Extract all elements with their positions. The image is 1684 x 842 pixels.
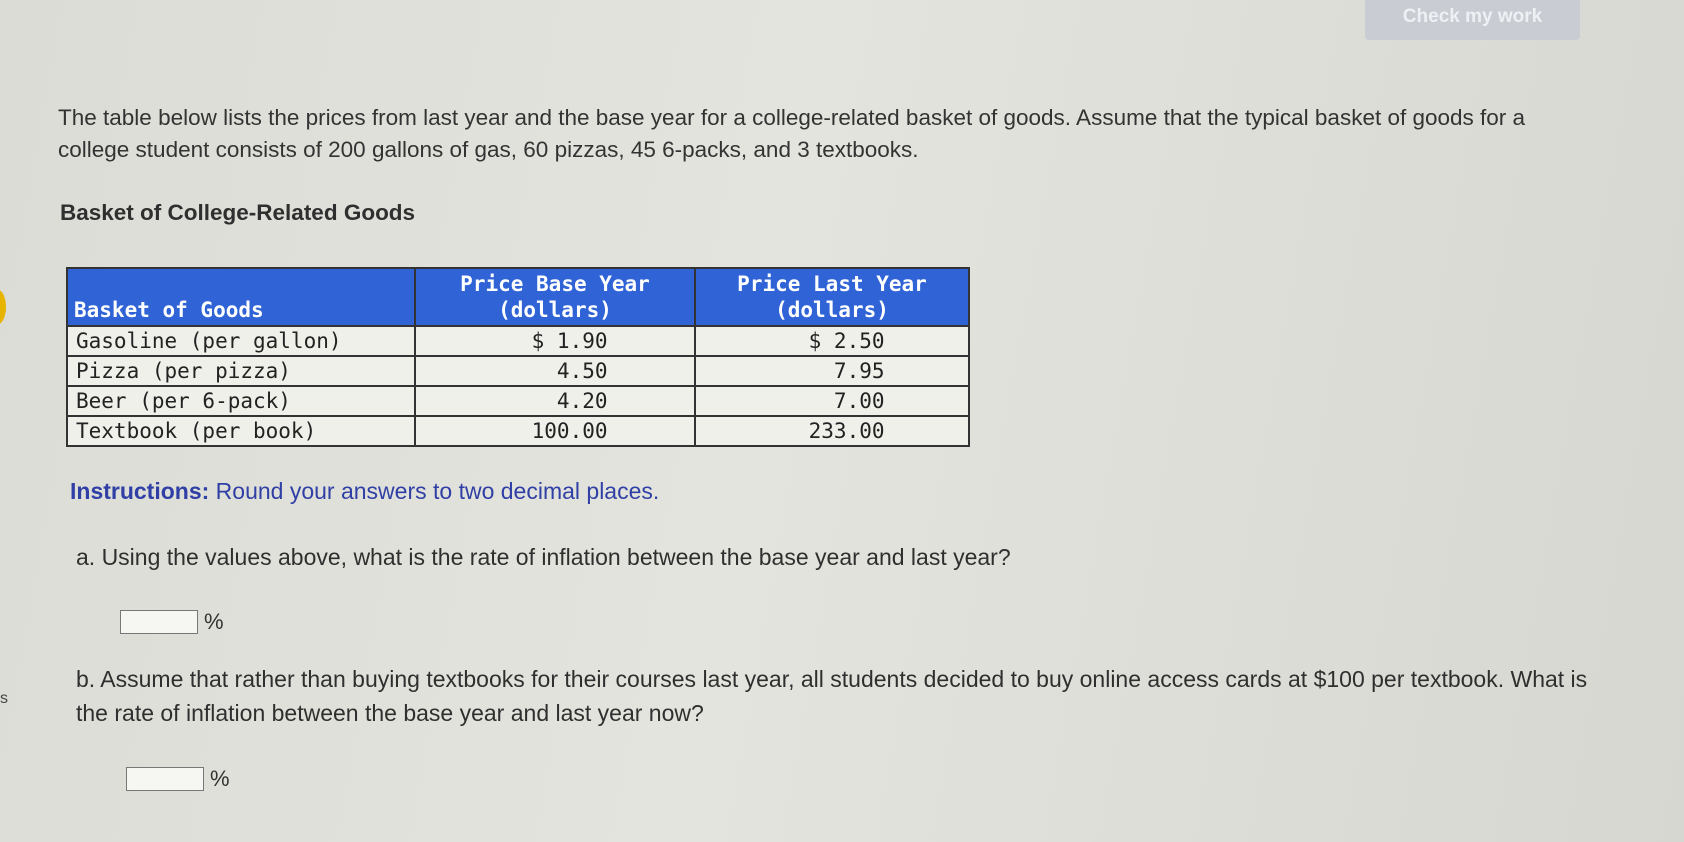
header-col2-line2: (dollars) xyxy=(498,298,612,322)
table-header-row xyxy=(67,268,969,326)
header-col3-line2: (dollars) xyxy=(775,298,889,322)
value-last-year: $ 2.50 xyxy=(808,329,885,353)
cell-item: Pizza (per pizza) xyxy=(67,356,415,386)
intro-text: The table below lists the prices from last year and the base year for a college-related basket of goods. Assume that the typical basket of goods for a college student consists of 200 gallons of gas, 60 pizzas, 45 6-packs, and 3 textbooks. xyxy=(58,105,1526,162)
cell-base-year xyxy=(415,416,695,446)
question-a: a. Using the values above, what is the rate of inflation between the base year and last year? xyxy=(76,544,1011,570)
header-price-base-year xyxy=(415,268,695,326)
cell-item: Beer (per 6-pack) xyxy=(67,386,415,416)
cell-base-year xyxy=(415,326,695,356)
table-title: Basket of College-Related Goods xyxy=(60,200,416,225)
basket-table xyxy=(66,267,970,447)
table-row xyxy=(67,416,969,446)
question-b: b. Assume that rather than buying textbooks for their courses last year, all students decided to buy online access cards at $100 per textbook. What is the rate of inflation between the base year and last year now? xyxy=(76,666,1588,726)
header-col2-line1: Price Base Year xyxy=(460,272,650,296)
table-row xyxy=(67,356,969,386)
value-base-year: 4.20 xyxy=(556,389,608,413)
value-base-year: 4.50 xyxy=(556,359,608,383)
answer-a-unit: % xyxy=(204,609,224,634)
instructions-text: Round your answers to two decimal places. xyxy=(209,478,660,504)
cell-last-year xyxy=(695,356,969,386)
value-last-year: 233.00 xyxy=(808,419,885,443)
instructions xyxy=(70,478,659,505)
progress-marker xyxy=(0,290,6,324)
header-price-last-year xyxy=(695,268,969,326)
cell-item: Textbook (per book) xyxy=(67,416,415,446)
cell-base-year xyxy=(415,386,695,416)
cell-base-year xyxy=(415,356,695,386)
cell-last-year xyxy=(695,386,969,416)
answer-b-input[interactable] xyxy=(126,767,204,791)
cell-last-year xyxy=(695,416,969,446)
table-row xyxy=(67,326,969,356)
answer-b-unit: % xyxy=(210,766,230,791)
value-last-year: 7.95 xyxy=(833,359,885,383)
answer-a-input[interactable] xyxy=(120,610,198,634)
header-col1-text: Basket of Goods xyxy=(74,298,264,322)
left-edge-label: s xyxy=(0,690,8,707)
header-basket-of-goods xyxy=(67,268,415,326)
instructions-label: Instructions: xyxy=(70,478,210,504)
cell-item: Gasoline (per gallon) xyxy=(67,326,415,356)
header-col3-line1: Price Last Year xyxy=(737,272,927,296)
answer-b-row xyxy=(126,766,230,792)
value-base-year: $ 1.90 xyxy=(531,329,608,353)
table-row xyxy=(67,386,969,416)
answer-a-row xyxy=(120,609,224,635)
value-base-year: 100.00 xyxy=(531,419,608,443)
check-my-work-button[interactable]: Check my work xyxy=(1365,0,1580,40)
value-last-year: 7.00 xyxy=(833,389,885,413)
cell-last-year xyxy=(695,326,969,356)
